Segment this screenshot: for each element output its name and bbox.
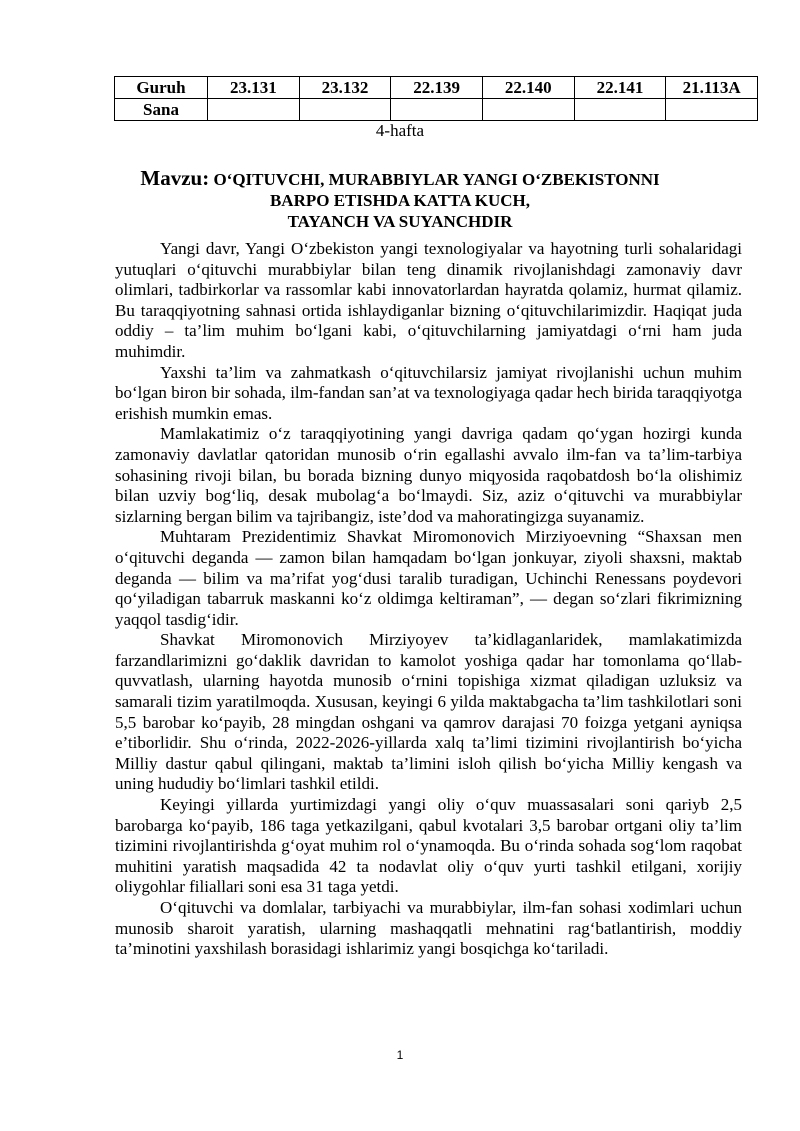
paragraph: Yangi davr, Yangi O‘zbekiston yangi texnologiyalar va hayotning turli sohalaridagi yutuqlari o‘qituvchi murabbiylar bilan teng dinamik rivojlanishdagi zamonaviy davr olimlari, tadbirkorlar va rassomlar kabi innovatorlardan hayratda qolamiz, hurmat qilamiz. Bu taraqqiyotning sahnasi ortida ishlaydiganlar bizning o‘qituvchilarimizdir. Haqiqat juda oddiy – ta’lim muhim bo‘lgani kabi, o‘qituvchilarning jamiyatdagi o‘rni ham juda muhimdir. bbox=[115, 239, 742, 361]
date-cell bbox=[666, 99, 758, 121]
group-cell: 22.141 bbox=[574, 77, 666, 99]
date-cell bbox=[482, 99, 574, 121]
topic-title-line-2: BARPO ETISHDA KATTA KUCH, bbox=[269, 191, 531, 210]
date-cell bbox=[574, 99, 666, 121]
paragraph: Yaxshi ta’lim va zahmatkash o‘qituvchilarsiz jamiyat rivojlanishi uchun muhim bo‘lgan biron bir sohada, ilm-fandan san’at va texnologiyaga qadar hech birida taraqqiyotga erishish mumkin emas. bbox=[115, 362, 742, 423]
group-row bbox=[115, 77, 758, 99]
date-row bbox=[115, 99, 758, 121]
topic-title bbox=[100, 168, 700, 232]
date-header-cell: Sana bbox=[115, 99, 208, 121]
group-cell: 21.113A bbox=[666, 77, 758, 99]
paragraph: Shavkat Miromonovich Mirziyoyev ta’kidlaganlaridek, mamlakatimizda farzandlarimizni go‘daklik davridan to kamolot yoshiga qadar har tomonlama qo‘llab-quvvatlash, ularning hayotda munosib o‘rnini topishiga xizmat qiladigan uzluksiz va samarali tizim yaratilmoqda. Xususan, keyingi 6 yilda maktabgacha ta’lim tashkilotlari soni 5,5 barobar ko‘payib, 28 mingdan oshgani va qamrov darajasi 70 foizga yetgani ayniqsa e’tiborlidir. Shu o‘rinda, 2022-2026-yillarda xalq ta’limi tizimini rivojlantirish bo‘yicha Milliy dastur qabul qilingani, maktab ta’limini isloh qilish bo‘yicha Milliy kengash va uning hududiy bo‘limlari tashkil etildi. bbox=[115, 630, 742, 794]
paragraph: O‘qituvchi va domlalar, tarbiyachi va murabbiylar, ilm-fan sohasi xodimlari uchun munosib sharoit yaratish, ularning mashaqqatli mehnatini rag‘batlantirish, moddiy ta’minotini yaxshilash borasidagi ishlarimiz yangi bosqichga ko‘tariladi. bbox=[115, 898, 742, 959]
topic-lead: Mavzu: bbox=[140, 166, 210, 190]
paragraph: Muhtaram Prezidentimiz Shavkat Miromonovich Mirziyoevning “Shaxsan men o‘qituvchi deganda — zamon bilan hamqadam bo‘lgan jonkuyar, ziyoli shaxsni, maktab deganda — bilim va ma’rifat yog‘dusi taralib turadigan, Uchinchi Renessans poydevori qo‘yiladigan tabarruk maskanni ko‘z oldimga keltiraman”, — degan so‘zlari fikrimizning yaqqol tasdig‘idir. bbox=[115, 527, 742, 629]
topic-title-line-3: TAYANCH VA SUYANCHDIR bbox=[287, 212, 513, 231]
page-number: 1 bbox=[396, 1048, 404, 1062]
topic-text-1: O‘QITUVCHI, MURABBIYLAR YANGI O‘ZBEKISTONNI bbox=[213, 170, 660, 189]
date-cell bbox=[391, 99, 483, 121]
group-cell: 23.131 bbox=[208, 77, 300, 99]
paragraph: Mamlakatimiz o‘z taraqqiyotining yangi davriga qadam qo‘ygan hozirgi kunda zamonaviy davlatlar qatoridan munosib o‘rin egallashi avvalo ilm-fan va ta’lim-tarbiya sohasining rivoji bilan, bu borada bizning dunyo miqyosida raqobatdosh bo‘la olishimiz bilan uzviy bog‘liq, desak mubolag‘a bo‘lmaydi. Siz, aziz o‘qituvchi va murabbiylar sizlarning bergan bilim va tajribangiz, iste’dod va mahoratingizga suyanamiz. bbox=[115, 424, 742, 526]
group-header-cell: Guruh bbox=[115, 77, 208, 99]
body-text bbox=[115, 239, 742, 960]
week-label: 4-hafta bbox=[375, 121, 425, 140]
topic-title-line-1 bbox=[100, 168, 700, 190]
date-cell bbox=[299, 99, 391, 121]
group-cell: 23.132 bbox=[299, 77, 391, 99]
date-cell bbox=[208, 99, 300, 121]
group-cell: 22.140 bbox=[482, 77, 574, 99]
group-date-table bbox=[114, 76, 758, 121]
group-cell: 22.139 bbox=[391, 77, 483, 99]
paragraph: Keyingi yillarda yurtimizdagi yangi oliy o‘quv muassasalari soni qariyb 2,5 barobarga ko‘payib, 186 taga yetkazilgani, qabul kvotalari 3,5 barobar ortgani oliy ta’lim tizimini rivojlantirishda g‘oyat muhim rol o‘ynamoqda. Bu o‘rinda sohada sog‘lom raqobat muhitini yaratish maqsadida 42 ta nodavlat oliy o‘quv yurti tashkil etilgani, xorijiy oliygohlar filiallari soni esa 31 taga yetdi. bbox=[115, 795, 742, 897]
